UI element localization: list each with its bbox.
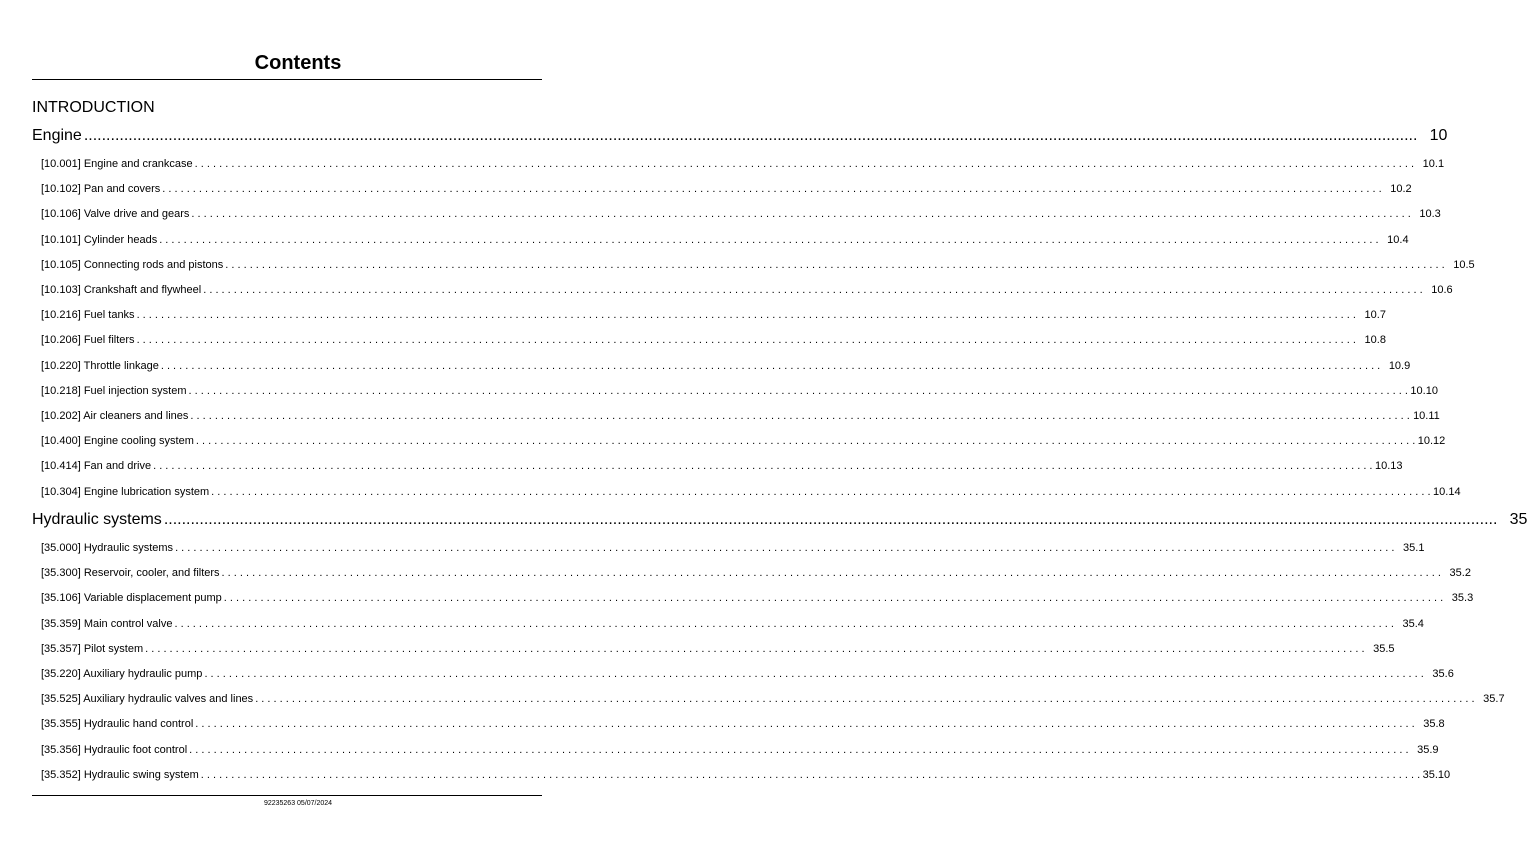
toc-entry-label: [10.216] Fuel tanks: [41, 309, 135, 321]
toc-entry-label: [35.220] Auxiliary hydraulic pump: [41, 668, 203, 680]
footer-doc-id: 92235263 05/07/2024: [263, 800, 333, 807]
toc-entry-page: 10.10: [1410, 385, 1438, 397]
toc-entry-label: [35.352] Hydraulic swing system: [41, 769, 199, 781]
toc-entry[interactable]: [41, 541, 1425, 555]
dot-leader: . . . . . . . . . . . . . . . . . . . . . . . . . . . . . . . . . . . . . . . . . . . . . . . . . . . . . . . . . . . . . . . . . . . . . . . . . . . . . . . . . . . . . . . . . . . . . . . . . . . . . . . . . . . . . . . . . . . . . . . . . . . . . . . . . . . . . . . . . . . . . . . . . . . . . . . . . . . . . . . . . . . . . . . . . . . . . . . . . . . . . . . . . . . . . . . . . . . . . . . .: [175, 542, 1395, 554]
dot-leader: . . . . . . . . . . . . . . . . . . . . . . . . . . . . . . . . . . . . . . . . . . . . . . . . . . . . . . . . . . . . . . . . . . . . . . . . . . . . . . . . . . . . . . . . . . . . . . . . . . . . . . . . . . . . . . . . . . . . . . . . . . . . . . . . . . . . . . . . . . . . . . . . . . . . . . . . . . . . . . . . . . . . . . . . . . . . . . . . . . . . . . . . . . . . . . . . . . . . . . . .: [200, 769, 1421, 781]
toc-section-1[interactable]: [32, 510, 1527, 530]
toc-entry[interactable]: [41, 642, 1395, 656]
toc-entry-label: [35.000] Hydraulic systems: [41, 542, 174, 554]
toc-section-title: Engine: [32, 127, 82, 144]
toc-entry-page: 10.14: [1433, 486, 1461, 498]
toc-entry-label: [10.304] Engine lubrication system: [41, 486, 210, 498]
dot-leader: . . . . . . . . . . . . . . . . . . . . . . . . . . . . . . . . . . . . . . . . . . . . . . . . . . . . . . . . . . . . . . . . . . . . . . . . . . . . . . . . . . . . . . . . . . . . . . . . . . . . . . . . . . . . . . . . . . . . . . . . . . . . . . . . . . . . . . . . . . . . . . . . . . . . . . . . . . . . . . . . . . . . . . . . . . . . . . . . . . . . . . . . . . . . . . . . . . . . . . . .: [191, 208, 1411, 220]
dot-leader: . . . . . . . . . . . . . . . . . . . . . . . . . . . . . . . . . . . . . . . . . . . . . . . . . . . . . . . . . . . . . . . . . . . . . . . . . . . . . . . . . . . . . . . . . . . . . . . . . . . . . . . . . . . . . . . . . . . . . . . . . . . . . . . . . . . . . . . . . . . . . . . . . . . . . . . . . . . . . . . . . . . . . . . . . . . . . . . . . . . . . . . . . . . . . . . . . . . . . . . .: [189, 744, 1409, 756]
toc-entry[interactable]: [41, 409, 1440, 423]
toc-entry-page: 10.6: [1431, 284, 1453, 296]
toc-entry-page: 10.8: [1364, 334, 1386, 346]
dot-leader: . . . . . . . . . . . . . . . . . . . . . . . . . . . . . . . . . . . . . . . . . . . . . . . . . . . . . . . . . . . . . . . . . . . . . . . . . . . . . . . . . . . . . . . . . . . . . . . . . . . . . . . . . . . . . . . . . . . . . . . . . . . . . . . . . . . . . . . . . . . . . . . . . . . . . . . . . . . . . . . . . . . . . . . . . . . . . . . . . . . . . . . . . . . . . . . . . . . . . . . .: [188, 385, 1408, 397]
toc-entry-label: [10.001] Engine and crankcase: [41, 158, 193, 170]
toc-entry-page: 35.8: [1423, 718, 1445, 730]
toc-entry[interactable]: [41, 384, 1438, 398]
dot-leader: . . . . . . . . . . . . . . . . . . . . . . . . . . . . . . . . . . . . . . . . . . . . . . . . . . . . . . . . . . . . . . . . . . . . . . . . . . . . . . . . . . . . . . . . . . . . . . . . . . . . . . . . . . . . . . . . . . . . . . . . . . . . . . . . . . . . . . . . . . . . . . . . . . . . . . . . . . . . . . . . . . . . . . . . . . . . . . . . . . . . . . . . . . . . . . . . . . . . . . . .: [153, 460, 1373, 472]
toc-section-title: Hydraulic systems: [32, 511, 162, 528]
toc-entry-label: [10.106] Valve drive and gears: [41, 208, 190, 220]
toc-section-page: 35: [1509, 511, 1527, 528]
toc-entry-page: 35.9: [1417, 744, 1439, 756]
toc-entry[interactable]: [41, 692, 1505, 706]
dot-leader: . . . . . . . . . . . . . . . . . . . . . . . . . . . . . . . . . . . . . . . . . . . . . . . . . . . . . . . . . . . . . . . . . . . . . . . . . . . . . . . . . . . . . . . . . . . . . . . . . . . . . . . . . . . . . . . . . . . . . . . . . . . . . . . . . . . . . . . . . . . . . . . . . . . . . . . . . . . . . . . . . . . . . . . . . . . . . . . . . . . . . . . . . . . . . . . . . . . . . . . .: [145, 643, 1365, 655]
dot-leader: ............................................................................................................................................................................................................................................................................................................: [83, 127, 1418, 144]
toc-entry-page: 10.3: [1419, 208, 1441, 220]
toc-entry[interactable]: [41, 617, 1424, 631]
toc-entry-label: [10.102] Pan and covers: [41, 183, 161, 195]
toc-entry[interactable]: [41, 717, 1445, 731]
page-title: Contents: [254, 52, 342, 74]
dot-leader: . . . . . . . . . . . . . . . . . . . . . . . . . . . . . . . . . . . . . . . . . . . . . . . . . . . . . . . . . . . . . . . . . . . . . . . . . . . . . . . . . . . . . . . . . . . . . . . . . . . . . . . . . . . . . . . . . . . . . . . . . . . . . . . . . . . . . . . . . . . . . . . . . . . . . . . . . . . . . . . . . . . . . . . . . . . . . . . . . . . . . . . . . . . . . . . . . . . . . . . .: [221, 567, 1441, 579]
dot-leader: . . . . . . . . . . . . . . . . . . . . . . . . . . . . . . . . . . . . . . . . . . . . . . . . . . . . . . . . . . . . . . . . . . . . . . . . . . . . . . . . . . . . . . . . . . . . . . . . . . . . . . . . . . . . . . . . . . . . . . . . . . . . . . . . . . . . . . . . . . . . . . . . . . . . . . . . . . . . . . . . . . . . . . . . . . . . . . . . . . . . . . . . . . . . . . . . . . . . . . . .: [255, 693, 1475, 705]
footer-rule: [32, 795, 542, 796]
dot-leader: . . . . . . . . . . . . . . . . . . . . . . . . . . . . . . . . . . . . . . . . . . . . . . . . . . . . . . . . . . . . . . . . . . . . . . . . . . . . . . . . . . . . . . . . . . . . . . . . . . . . . . . . . . . . . . . . . . . . . . . . . . . . . . . . . . . . . . . . . . . . . . . . . . . . . . . . . . . . . . . . . . . . . . . . . . . . . . . . . . . . . . . . . . . . . . . . . . . . . . . .: [160, 360, 1381, 372]
dot-leader: . . . . . . . . . . . . . . . . . . . . . . . . . . . . . . . . . . . . . . . . . . . . . . . . . . . . . . . . . . . . . . . . . . . . . . . . . . . . . . . . . . . . . . . . . . . . . . . . . . . . . . . . . . . . . . . . . . . . . . . . . . . . . . . . . . . . . . . . . . . . . . . . . . . . . . . . . . . . . . . . . . . . . . . . . . . . . . . . . . . . . . . . . . . . . . . . . . . . . . . .: [204, 668, 1424, 680]
toc-entry[interactable]: [41, 485, 1461, 499]
dot-leader: . . . . . . . . . . . . . . . . . . . . . . . . . . . . . . . . . . . . . . . . . . . . . . . . . . . . . . . . . . . . . . . . . . . . . . . . . . . . . . . . . . . . . . . . . . . . . . . . . . . . . . . . . . . . . . . . . . . . . . . . . . . . . . . . . . . . . . . . . . . . . . . . . . . . . . . . . . . . . . . . . . . . . . . . . . . . . . . . . . . . . . . . . . . . . . . . . . . . . . . .: [195, 718, 1415, 730]
dot-leader: . . . . . . . . . . . . . . . . . . . . . . . . . . . . . . . . . . . . . . . . . . . . . . . . . . . . . . . . . . . . . . . . . . . . . . . . . . . . . . . . . . . . . . . . . . . . . . . . . . . . . . . . . . . . . . . . . . . . . . . . . . . . . . . . . . . . . . . . . . . . . . . . . . . . . . . . . . . . . . . . . . . . . . . . . . . . . . . . . . . . . . . . . . . . . . . . . . . . . . . .: [136, 334, 1356, 346]
toc-entry-label: [10.105] Connecting rods and pistons: [41, 259, 224, 271]
toc-entry[interactable]: [41, 157, 1445, 171]
toc-entry[interactable]: [41, 283, 1453, 297]
toc-entry[interactable]: [41, 768, 1451, 782]
toc-entry-label: [10.220] Throttle linkage: [41, 360, 159, 372]
toc-entry-page: 35.4: [1402, 618, 1424, 630]
toc-entry[interactable]: [41, 182, 1412, 196]
dot-leader: . . . . . . . . . . . . . . . . . . . . . . . . . . . . . . . . . . . . . . . . . . . . . . . . . . . . . . . . . . . . . . . . . . . . . . . . . . . . . . . . . . . . . . . . . . . . . . . . . . . . . . . . . . . . . . . . . . . . . . . . . . . . . . . . . . . . . . . . . . . . . . . . . . . . . . . . . . . . . . . . . . . . . . . . . . . . . . . . . . . . . . . . . . . . . . . . . . . . . . . .: [194, 158, 1415, 170]
toc-entry-page: 10.7: [1364, 309, 1386, 321]
dot-leader: . . . . . . . . . . . . . . . . . . . . . . . . . . . . . . . . . . . . . . . . . . . . . . . . . . . . . . . . . . . . . . . . . . . . . . . . . . . . . . . . . . . . . . . . . . . . . . . . . . . . . . . . . . . . . . . . . . . . . . . . . . . . . . . . . . . . . . . . . . . . . . . . . . . . . . . . . . . . . . . . . . . . . . . . . . . . . . . . . . . . . . . . . . . . . . . . . . . . . . . .: [190, 410, 1410, 422]
toc-entry-page: 10.1: [1422, 158, 1445, 170]
toc-entry-page: 10.4: [1387, 234, 1409, 246]
toc-entry[interactable]: [41, 233, 1409, 247]
toc-entry-label: [35.525] Auxiliary hydraulic valves and lines: [41, 693, 254, 705]
toc-entry-page: 35.2: [1449, 567, 1471, 579]
dot-leader: . . . . . . . . . . . . . . . . . . . . . . . . . . . . . . . . . . . . . . . . . . . . . . . . . . . . . . . . . . . . . . . . . . . . . . . . . . . . . . . . . . . . . . . . . . . . . . . . . . . . . . . . . . . . . . . . . . . . . . . . . . . . . . . . . . . . . . . . . . . . . . . . . . . . . . . . . . . . . . . . . . . . . . . . . . . . . . . . . . . . . . . . . . . . . . . . . . . . . . . .: [195, 435, 1416, 447]
dot-leader: . . . . . . . . . . . . . . . . . . . . . . . . . . . . . . . . . . . . . . . . . . . . . . . . . . . . . . . . . . . . . . . . . . . . . . . . . . . . . . . . . . . . . . . . . . . . . . . . . . . . . . . . . . . . . . . . . . . . . . . . . . . . . . . . . . . . . . . . . . . . . . . . . . . . . . . . . . . . . . . . . . . . . . . . . . . . . . . . . . . . . . . . . . . . . . . . . . . . . . . .: [211, 486, 1431, 498]
toc-entry-page: 35.3: [1451, 592, 1474, 604]
toc-entry-label: [35.359] Main control valve: [41, 618, 173, 630]
toc-entry-label: [35.357] Pilot system: [41, 643, 144, 655]
toc-entry-page: 10.2: [1390, 183, 1412, 195]
toc-entry[interactable]: [41, 667, 1454, 681]
toc-entry-label: [10.206] Fuel filters: [41, 334, 135, 346]
toc-entry-label: [10.103] Crankshaft and flywheel: [41, 284, 202, 296]
dot-leader: . . . . . . . . . . . . . . . . . . . . . . . . . . . . . . . . . . . . . . . . . . . . . . . . . . . . . . . . . . . . . . . . . . . . . . . . . . . . . . . . . . . . . . . . . . . . . . . . . . . . . . . . . . . . . . . . . . . . . . . . . . . . . . . . . . . . . . . . . . . . . . . . . . . . . . . . . . . . . . . . . . . . . . . . . . . . . . . . . . . . . . . . . . . . . . . . . . . . . . . .: [203, 284, 1423, 296]
dot-leader: . . . . . . . . . . . . . . . . . . . . . . . . . . . . . . . . . . . . . . . . . . . . . . . . . . . . . . . . . . . . . . . . . . . . . . . . . . . . . . . . . . . . . . . . . . . . . . . . . . . . . . . . . . . . . . . . . . . . . . . . . . . . . . . . . . . . . . . . . . . . . . . . . . . . . . . . . . . . . . . . . . . . . . . . . . . . . . . . . . . . . . . . . . . . . . . . . . . . . . . .: [225, 259, 1445, 271]
toc-entry[interactable]: [41, 591, 1474, 605]
toc-entry[interactable]: [41, 566, 1471, 580]
toc-entry[interactable]: [41, 308, 1386, 322]
toc-entry-label: [35.355] Hydraulic hand control: [41, 718, 194, 730]
toc-entry-label: [10.218] Fuel injection system: [41, 385, 187, 397]
toc-entry[interactable]: [41, 743, 1439, 757]
toc-entry[interactable]: [41, 359, 1411, 373]
toc-entry-page: 10.13: [1374, 460, 1403, 472]
toc-entry-label: [10.400] Engine cooling system: [41, 435, 194, 447]
toc-entry-page: 10.12: [1417, 435, 1446, 447]
toc-entry-label: [35.356] Hydraulic foot control: [41, 744, 188, 756]
toc-entry-page: 35.5: [1373, 643, 1395, 655]
dot-leader: . . . . . . . . . . . . . . . . . . . . . . . . . . . . . . . . . . . . . . . . . . . . . . . . . . . . . . . . . . . . . . . . . . . . . . . . . . . . . . . . . . . . . . . . . . . . . . . . . . . . . . . . . . . . . . . . . . . . . . . . . . . . . . . . . . . . . . . . . . . . . . . . . . . . . . . . . . . . . . . . . . . . . . . . . . . . . . . . . . . . . . . . . . . . . . . . . . . . . . . .: [174, 618, 1394, 630]
toc-entry-label: [10.101] Cylinder heads: [41, 234, 158, 246]
dot-leader: . . . . . . . . . . . . . . . . . . . . . . . . . . . . . . . . . . . . . . . . . . . . . . . . . . . . . . . . . . . . . . . . . . . . . . . . . . . . . . . . . . . . . . . . . . . . . . . . . . . . . . . . . . . . . . . . . . . . . . . . . . . . . . . . . . . . . . . . . . . . . . . . . . . . . . . . . . . . . . . . . . . . . . . . . . . . . . . . . . . . . . . . . . . . . . . . . . . . . . . .: [223, 592, 1444, 604]
toc-entry-page: 10.11: [1413, 410, 1440, 422]
toc-entry-page: 35.7: [1483, 693, 1505, 705]
toc-entry-label: [35.106] Variable displacement pump: [41, 592, 222, 604]
toc-entry[interactable]: [41, 333, 1386, 347]
toc-entry-page: 35.1: [1403, 542, 1425, 554]
toc-entry-page: 35.10: [1422, 769, 1451, 781]
toc-entry-label: [10.202] Air cleaners and lines: [41, 410, 189, 422]
toc-entry[interactable]: [41, 258, 1475, 272]
toc-entry[interactable]: [41, 434, 1446, 448]
dot-leader: ............................................................................................................................................................................................................................................................................................................: [163, 511, 1498, 528]
toc-entry[interactable]: [41, 459, 1403, 473]
toc-entry-label: [35.300] Reservoir, cooler, and filters: [41, 567, 220, 579]
dot-leader: . . . . . . . . . . . . . . . . . . . . . . . . . . . . . . . . . . . . . . . . . . . . . . . . . . . . . . . . . . . . . . . . . . . . . . . . . . . . . . . . . . . . . . . . . . . . . . . . . . . . . . . . . . . . . . . . . . . . . . . . . . . . . . . . . . . . . . . . . . . . . . . . . . . . . . . . . . . . . . . . . . . . . . . . . . . . . . . . . . . . . . . . . . . . . . . . . . . . . . . .: [162, 183, 1382, 195]
toc-entry-label: [10.414] Fan and drive: [41, 460, 152, 472]
dot-leader: . . . . . . . . . . . . . . . . . . . . . . . . . . . . . . . . . . . . . . . . . . . . . . . . . . . . . . . . . . . . . . . . . . . . . . . . . . . . . . . . . . . . . . . . . . . . . . . . . . . . . . . . . . . . . . . . . . . . . . . . . . . . . . . . . . . . . . . . . . . . . . . . . . . . . . . . . . . . . . . . . . . . . . . . . . . . . . . . . . . . . . . . . . . . . . . . . . . . . . . .: [136, 309, 1356, 321]
toc-entry-page: 35.6: [1432, 668, 1454, 680]
toc-section-page: 10: [1429, 127, 1448, 144]
toc-entry-page: 10.9: [1388, 360, 1411, 372]
toc-section-0[interactable]: [32, 126, 1448, 146]
intro-heading[interactable]: INTRODUCTION: [32, 99, 155, 116]
dot-leader: . . . . . . . . . . . . . . . . . . . . . . . . . . . . . . . . . . . . . . . . . . . . . . . . . . . . . . . . . . . . . . . . . . . . . . . . . . . . . . . . . . . . . . . . . . . . . . . . . . . . . . . . . . . . . . . . . . . . . . . . . . . . . . . . . . . . . . . . . . . . . . . . . . . . . . . . . . . . . . . . . . . . . . . . . . . . . . . . . . . . . . . . . . . . . . . . . . . . . . . .: [159, 234, 1379, 246]
toc-entry[interactable]: [41, 207, 1441, 221]
toc-entry-page: 10.5: [1453, 259, 1475, 271]
